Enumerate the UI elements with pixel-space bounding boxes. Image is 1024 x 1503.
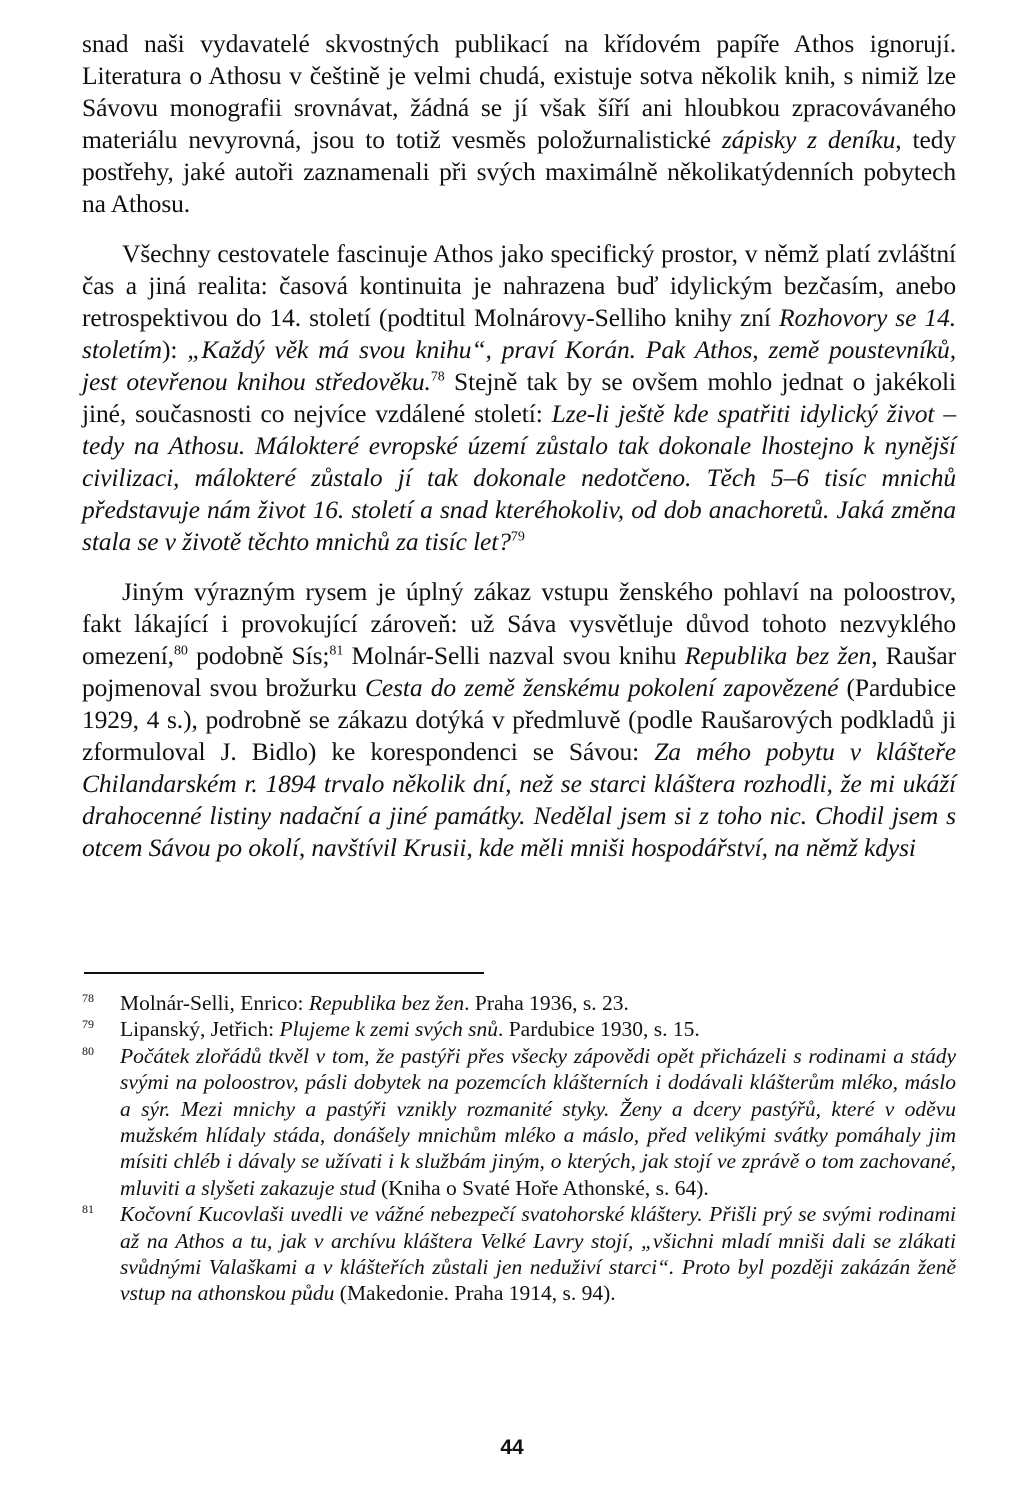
footnote-ref-81: 81 xyxy=(329,643,344,659)
paragraph-text-run: , tedy postřehy, jaké autoři zaznamenali při svých maximálně několikatýdenních pobytech na Athosu. xyxy=(82,125,956,218)
main-text xyxy=(82,28,956,864)
paragraph-text-run: (Pardubice 1929, 4 s.), podrobně se zákazu dotýká v předmluvě (podle Raušarových podkladů ji zformuloval J. Bidlo) ke korespondenci se Sávou: xyxy=(82,673,956,766)
footnote-text-run: Lipanský, Jetřich: xyxy=(120,1017,280,1042)
footnote-78 xyxy=(82,990,956,1016)
footnote-italic-run: Počátek zlořádů tkvěl v tom, že pastýři přes všecky zápovědi opět přicházeli s rodinami a stády svými na poloostrov, pásli dobytek na pozemcích klášterních i dodávali klášterům mléko, máslo a sýr. Mezi mnichy a pastýři vznikly rozmanité styky. Ženy a dcery pastýřů, které v oděvu mužském hlídaly stáda, donášely mnichům mléko a máslo, před velikými svátky pomáhaly jim mísiti chléb i dávaly se užívati i k službám jiným, o kterých, jak stojí ve zprávě o tom zachované, mluviti a slyšeti zakazuje stud xyxy=(120,1043,956,1200)
footnote-ref-80: 80 xyxy=(173,643,188,659)
page-number: 44 xyxy=(500,1436,524,1459)
footnote-text-run: . Pardubice 1930, s. 15. xyxy=(497,1017,700,1042)
footnote-81 xyxy=(82,1201,956,1307)
paragraph-text-run: podobně Sís; xyxy=(187,641,330,670)
paragraph-italic-run: „Každý věk má svou knihu“, praví Korán. Pak Athos, země poustevníků, jest otevřenou knihou středověku. xyxy=(82,335,956,396)
footnote-number-sup: 78 xyxy=(82,990,94,1005)
footnote-text-run: (Makedonie. Praha 1914, s. 94). xyxy=(334,1281,616,1306)
footnote-italic-run: Plujeme k zemi svých snů xyxy=(279,1017,498,1042)
footnote-text-run: . Praha 1936, s. 23. xyxy=(464,991,629,1015)
paragraph-italic-run: zápisky z deníku xyxy=(721,125,896,154)
paragraph-text-run: Jiným výrazným rysem je úplný zákaz vstupu ženského pohlaví na poloostrov, fakt lákající i provokující zároveň: už Sáva vysvětluje důvod tohoto nezvyklého omezení, xyxy=(82,577,956,670)
footnote-number xyxy=(82,1201,120,1227)
paragraph-italic-run: Republika bez žen xyxy=(684,641,872,670)
paragraph-text-run: ): xyxy=(161,335,188,364)
paragraph-1 xyxy=(82,28,956,220)
paragraph-italic-run: Rozhovory se 14. stoletím xyxy=(82,303,956,364)
paragraph-text-run: , Raušar pojmenoval svou brožurku xyxy=(82,641,957,702)
paragraph-italic-run: Lze-li ještě kde spatřiti idylický život – tedy na Athosu. Málokteré evropské území zůstalo tak dokonale lhostejno k nynější civilizaci, málokteré zůstalo jí tak dokonale nedotčeno. Těch 5–6 tisíc mnichů představuje nám život 16. století a snad kteréhokoliv, od dob anachoretů. Jaká změna stala se v životě těchto mnichů za tisíc let? xyxy=(82,399,956,556)
footnote-italic-run: Republika bez žen xyxy=(308,991,465,1015)
footnote-number xyxy=(82,990,120,1016)
footnote-italic-run: Kočovní Kucovlaši uvedli ve vážné nebezpečí svatohorské kláštery. Přišli prý se svými rodinami až na Athos a tu, jak v archívu kláštera Velké Lavry stojí, „všichni mladí mniši dali se zlákati svůdnými Valaškami a v klášteřích zůstali jen neduživí starci“. Proto byl později zakázán ženě vstup na athonskou půdu xyxy=(120,1202,956,1306)
footnote-number xyxy=(82,1016,120,1042)
footnote-text-run: Molnár-Selli, Enrico: xyxy=(120,991,309,1015)
footnote-number-sup: 79 xyxy=(82,1017,94,1032)
footnote-80 xyxy=(82,1043,956,1201)
footnote-separator xyxy=(84,972,484,974)
footnote-number xyxy=(82,1043,120,1069)
paragraph-text-run: Molnár-Selli nazval svou knihu xyxy=(343,641,685,670)
footnotes xyxy=(82,990,956,1307)
paragraph-text-run: Stejně tak by se ovšem mohlo jednat o jakékoli jiné, současnosti co nejvíce vzdálené století: xyxy=(82,367,957,428)
paragraph-text-run: snad naši vydavatelé skvostných publikací na křídovém papíře Athos ignorují. Literatura o Athosu v češtině je velmi chudá, existuje sotva několik knih, s nimiž lze Sávovu monografii srovnávat, žádná se jí však šíří ani hloubkou zpracovávaného materiálu nevyrovná, jsou to totiž vesměs položurnalistické xyxy=(82,29,956,154)
footnote-number-sup: 81 xyxy=(82,1202,94,1217)
footnote-number-sup: 80 xyxy=(82,1043,94,1058)
footnote-79 xyxy=(82,1016,956,1042)
footnote-text-run: (Kniha o Svaté Hoře Athonské, s. 64). xyxy=(375,1175,709,1200)
footnote-ref-78: 78 xyxy=(430,369,445,385)
paragraph-3 xyxy=(82,576,956,864)
footnote-ref-79: 79 xyxy=(510,529,525,545)
paragraph-italic-run: Cesta do země ženskému pokolení zapovězené xyxy=(364,673,839,702)
paragraph-text-run: Všechny cestovatele fascinuje Athos jako specifický prostor, v němž platí zvláštní čas a jiná realita: časová kontinuita je nahrazena buď idylickým bezčasím, anebo retrospektivou do 14. století (podtitul Molnárovy-Selliho knihy zní xyxy=(82,239,956,332)
paragraph-italic-run: Za mého pobytu v klášteře Chilandarském r. 1894 trvalo několik dní, než se starci kláštera rozhodli, že mi ukáží drahocenné listiny nadační a jiné památky. Nedělal jsem si z toho nic. Chodil jsem s otcem Sávou po okolí, navštívil Krusii, kde měli mniši hospodářství, na němž kdysi xyxy=(82,737,956,862)
paragraph-2 xyxy=(82,238,956,558)
